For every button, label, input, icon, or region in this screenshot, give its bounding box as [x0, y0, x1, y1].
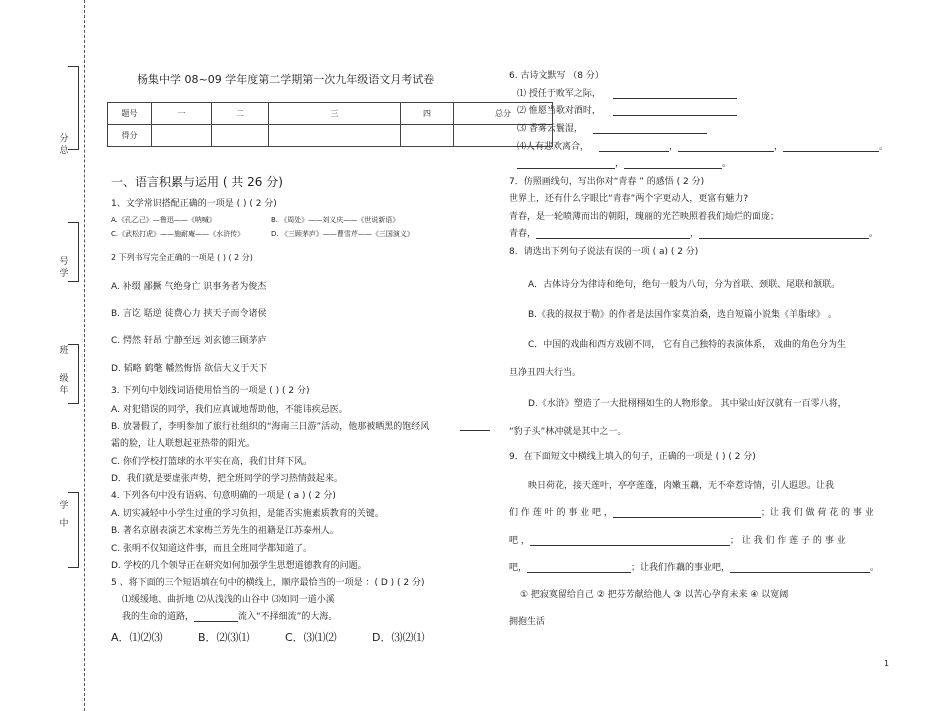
q2-option-d[interactable]: D. 韬略 鹤氅 幡然悔悟 欲信大义于天下 — [111, 364, 268, 374]
q5-sentence-start: 我的生命的道路， — [122, 612, 195, 622]
q4-option-a[interactable]: A. 切实减轻中小学生过重的学习负担，是能否实施素质教育的关键。 — [111, 509, 384, 519]
answer-blank[interactable] — [517, 158, 615, 169]
q2-option-b[interactable]: B. 言讫 聒逆 徒费心力 挟天子而令诸侯 — [111, 309, 267, 319]
score-header-cell: 一 — [152, 103, 212, 125]
q9-options[interactable]: ① 把寂寞留给自己 ② 把芬芳献给他人 ③ 以苦心孕育未来 ④ 以宽阔 — [520, 590, 789, 600]
score-cell[interactable] — [152, 125, 212, 147]
q8-option-c[interactable]: C．中国的戏曲和西方戏剧不同， 它有自己独特的表演体系， 戏曲的角色分为生 — [528, 340, 847, 350]
margin-label-xue: 学 — [59, 269, 69, 279]
q9-passage-2 — [509, 505, 874, 518]
score-header-cell: 四 — [401, 103, 454, 125]
q4-option-d[interactable]: D. 学校的几个领导正在研究如何加强学生思想道德教育的问题。 — [111, 561, 367, 571]
q7-line-3 — [509, 226, 878, 239]
q8-option-a[interactable]: A．古体诗分为律诗和绝句，绝句一般为八句，分为首联、颈联、尾联和颔联。 — [528, 280, 841, 290]
q6-line-3 — [517, 121, 707, 134]
q9-passage-text: ；让 我 们 做 荷 花 的 事 业 — [760, 508, 874, 518]
score-cell[interactable] — [269, 125, 401, 147]
q3-option-b[interactable]: B. 放暑假了，李明参加了旅行社组织的“海南三日游”活动，他那被晒黑的饱经风 — [111, 422, 430, 432]
score-header-cell: 总分 — [454, 103, 553, 125]
q6-prompt-2: ⑵ 惟愿当歌对酒时， — [517, 106, 601, 116]
period: 。 — [870, 563, 880, 573]
period: 。 — [879, 142, 889, 152]
period: 。 — [869, 229, 879, 239]
answer-blank[interactable] — [699, 228, 869, 239]
score-header-cell: 三 — [269, 103, 401, 125]
q6-line-2 — [517, 103, 737, 116]
q3-option-d[interactable]: D．我们就是要虚张声势，把全班同学的学习热情鼓起来。 — [111, 474, 343, 484]
answer-blank[interactable] — [530, 535, 730, 546]
q3-stem: 3. 下列句中划线词语使用恰当的一项是 ( ) ( 2 分) — [111, 386, 310, 396]
q4-option-b[interactable]: B. 著名京剧表演艺术家梅兰芳先生的祖籍是江苏泰州人。 — [111, 526, 339, 536]
q3-option-a[interactable]: A. 对犯错误的同学，我们应真诚地帮助他，不能讳疾忌医。 — [111, 405, 348, 415]
q5-stem: 5 、将下面的三个短语填在句中的横线上，顺序最恰当的一项是 ：( D ) ( 2 分) — [111, 578, 425, 588]
q5-blank[interactable] — [194, 611, 238, 622]
q6-stem: 6. 古诗文默写 （8 分） — [509, 71, 604, 81]
score-table — [107, 102, 553, 147]
q9-passage-text: ； 让 我 们 作 莲 子 的 事 业 — [729, 536, 846, 546]
q9-passage-text: 吧 ， — [509, 536, 530, 546]
q6-prompt-3: ⑶ 香雾云鬟湿， — [517, 124, 583, 134]
q7-prompt: 青春， — [509, 229, 537, 239]
q8-option-d-cont: “豹子头”林冲就是其中之一。 — [509, 427, 627, 437]
q2-option-c[interactable]: C. 愕然 轩昂 宁静至远 刘玄德三顾茅庐 — [111, 336, 267, 346]
q6-prompt-1: ⑴ 授任于败军之际， — [517, 89, 601, 99]
q6-prompt-4: ⑷人有悲欢离合， — [517, 142, 590, 152]
q9-passage-text: 吧， — [509, 563, 528, 573]
score-cell[interactable] — [212, 125, 269, 147]
q3-option-b-cont: 霜的脸，让人联想起亚热带的阳光。 — [111, 439, 256, 449]
q9-passage-text: 们 作 莲 叶 的 事 业 吧 ， — [509, 508, 613, 518]
score-header-cell: 二 — [212, 103, 269, 125]
q6-line-4 — [517, 139, 888, 152]
q9-passage-text: ；让我们作藕的事业吧， — [631, 563, 731, 573]
q1-option-b[interactable]: B. 《周处》——刘义庆——《世说新语》 — [271, 216, 400, 224]
q6-line-1 — [517, 86, 737, 99]
binding-line — [84, 0, 85, 711]
page-number: 1 — [884, 659, 890, 668]
q5-option-d[interactable]: D．⑶⑵⑴ — [372, 631, 425, 644]
answer-blank[interactable] — [678, 141, 774, 152]
q8-option-c-cont: 旦净丑四大行当。 — [509, 368, 582, 378]
q8-option-b[interactable]: B.《我的叔叔于勒》的作者是法国作家莫泊桑，选自短篇小说集《羊脂球》 。 — [528, 310, 837, 320]
q1-stem: 1、文学常识搭配正确的一项是 ( ) ( 2 分) — [111, 199, 277, 209]
section-heading: 一、语言积累与运用 ( 共 26 分) — [111, 175, 283, 189]
q5-phrases: ⑴缓缓地、曲折地 ⑵从浅浅的山谷中 ⑶如同一道小溪 — [122, 595, 335, 605]
q4-option-c[interactable]: C. 张明不仅知道这件事，而且全班同学都知道了。 — [111, 544, 313, 554]
q8-option-d[interactable]: D.《水浒》塑造了一大批栩栩如生的人物形象。 其中梁山好汉就有一百零八将， — [528, 399, 847, 409]
answer-blank[interactable] — [624, 158, 722, 169]
q5-sentence — [122, 609, 337, 622]
margin-label-ban: 班 — [59, 346, 69, 356]
comma: ， — [669, 142, 679, 152]
margin-label-xue2: 学 — [59, 501, 69, 511]
margin-label-ji: 级 — [59, 374, 69, 384]
q9-stem: 9．在下面短文中横线上填入的句子，正确的一项是 ( ) ( 2 分) — [509, 452, 756, 462]
q7-line-1: 世界上，还有什么字眼比“青春”两个字更动人，更富有魅力? — [509, 194, 749, 204]
q4-stem: 4. 下列各句中没有语病、句意明确的一项是 ( a ) ( 2 分) — [111, 491, 336, 501]
q2-stem: 2 下列书写完全正确的一项是 ( ) ( 2 分) — [111, 253, 253, 262]
score-header-cell: 题号 — [108, 103, 152, 125]
answer-blank[interactable] — [783, 141, 879, 152]
answer-blank[interactable] — [593, 123, 707, 134]
answer-blank[interactable] — [536, 228, 690, 239]
q3-option-c[interactable]: C. 你们学校打篮球的水平实在高，我们甘拜下风。 — [111, 457, 313, 467]
underline — [460, 430, 490, 431]
q9-passage-4 — [509, 560, 879, 573]
q5-option-a[interactable]: A．⑴⑵⑶ — [111, 631, 163, 644]
answer-blank[interactable] — [527, 562, 631, 573]
q7-line-2: 青春，是一轮喷薄而出的朝阳，瑰丽的光芒映照着我们灿烂的面庞； — [509, 212, 780, 222]
score-cell[interactable] — [401, 125, 454, 147]
margin-label-fen: 分 — [59, 134, 69, 144]
q5-sentence-end: 流入“不择细流”的大海。 — [238, 612, 338, 622]
answer-blank[interactable] — [599, 141, 669, 152]
q1-option-a[interactable]: A.《孔乙己》—鲁迅——《呐喊》 — [111, 216, 216, 224]
comma: ， — [690, 229, 700, 239]
q1-option-c[interactable]: C.《武松打虎》——施耐庵——《水浒传》 — [111, 230, 245, 238]
answer-blank[interactable] — [613, 507, 761, 518]
q1-option-d[interactable]: D. 《三顾茅庐》——曹雪芹——《三国演义》 — [271, 230, 414, 238]
q9-options-cont: 拥抱生活 — [509, 617, 546, 627]
period: 。 — [722, 159, 732, 169]
exam-title: 杨集中学 08~09 学年度第二学期第一次九年级语文月考试卷 — [137, 73, 435, 86]
margin-label-zong: 总 — [59, 146, 69, 156]
answer-blank[interactable] — [613, 105, 737, 116]
q8-stem: 8．请选出下列句子说法有误的一项 ( a) ( 2 分) — [509, 247, 699, 257]
q6-line-5 — [517, 156, 731, 169]
q9-passage-3 — [509, 533, 846, 546]
margin-label-nian: 年 — [59, 386, 69, 396]
answer-blank[interactable] — [613, 88, 737, 99]
q5-option-c[interactable]: C．⑶⑴⑵ — [285, 631, 337, 644]
answer-blank[interactable] — [730, 562, 870, 573]
q7-stem: 7．仿照画线句，写出你对“青春 ” 的感悟 ( 2 分) — [509, 177, 705, 187]
comma: ， — [615, 159, 625, 169]
q9-passage-1: 映日荷花，接天莲叶，亭亭莲蓬，肉嫩玉藕，无不牵惹诗情，引人遐思。让我 — [528, 481, 835, 491]
q5-option-b[interactable]: B．⑵⑶⑴ — [198, 631, 250, 644]
score-row-label: 得分 — [108, 125, 152, 147]
q2-option-a[interactable]: A. 补缀 鄙撅 气绝身亡 识事务者为俊杰 — [111, 282, 267, 292]
comma: ， — [774, 142, 784, 152]
margin-label-zhong: 中 — [59, 519, 69, 529]
margin-label-hao: 号 — [59, 257, 69, 267]
